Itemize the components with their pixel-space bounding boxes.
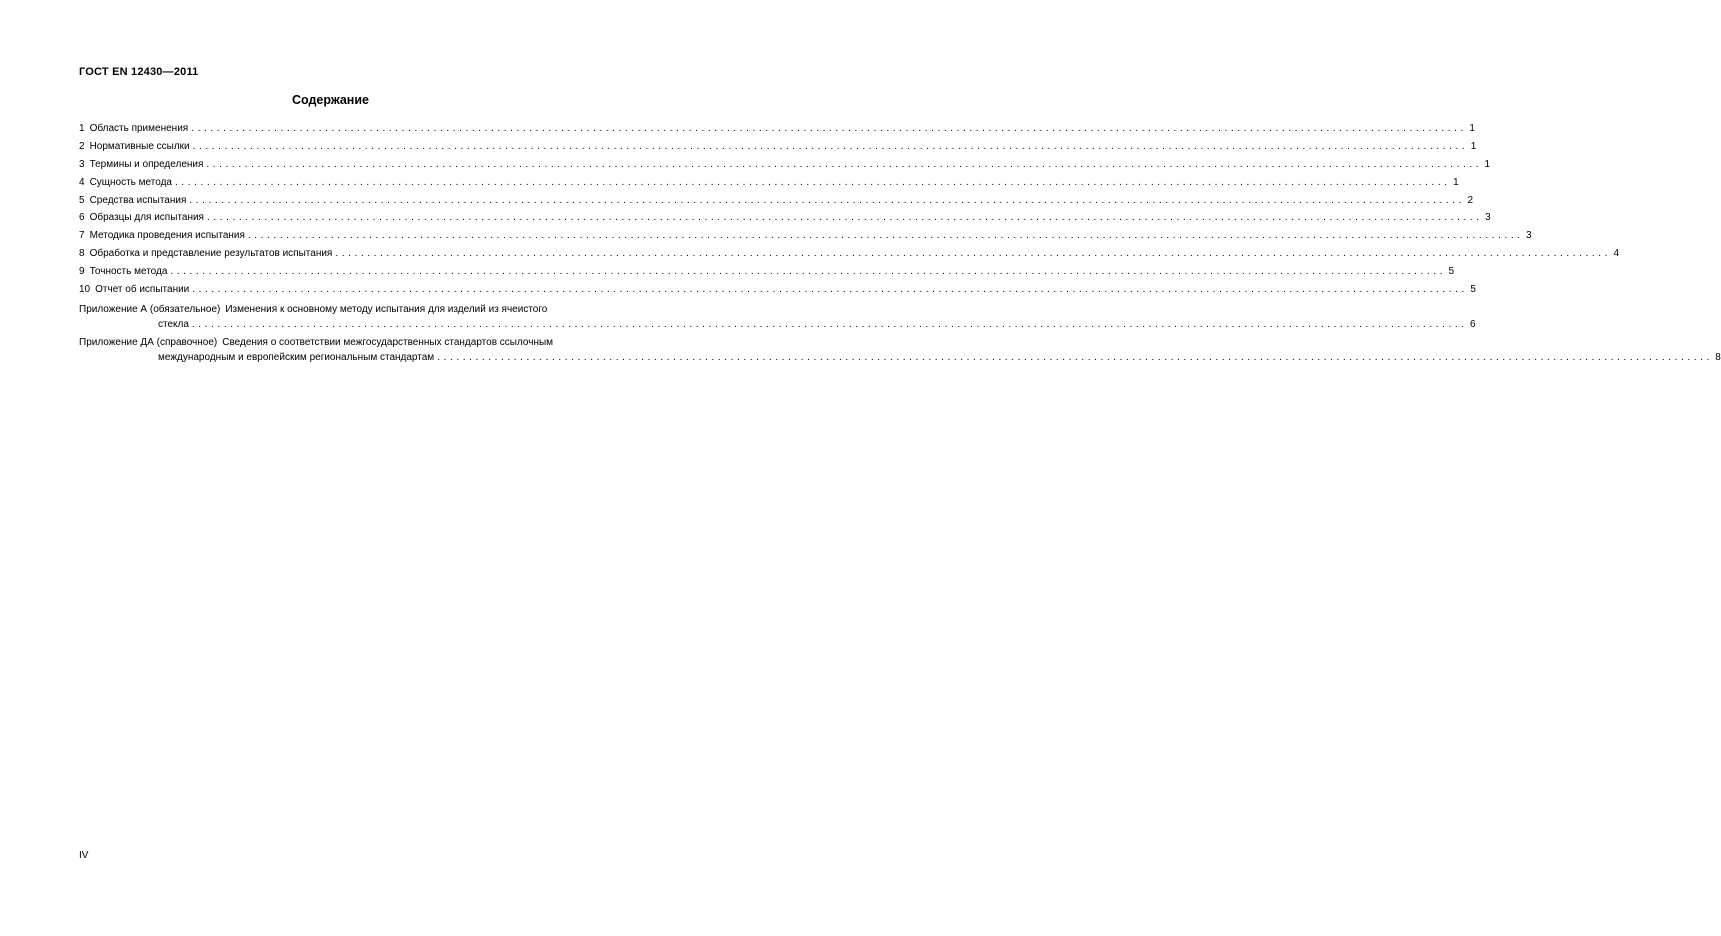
page-number: 6 xyxy=(1470,318,1476,330)
toc-entry[interactable] xyxy=(79,266,1455,284)
toc-appendix-da[interactable] xyxy=(79,335,1721,365)
section-number: 4 xyxy=(79,176,85,188)
section-title: Термины и определения xyxy=(89,158,204,170)
toc-title: Содержание xyxy=(291,93,369,107)
section-title: Точность метода xyxy=(89,266,168,278)
toc-entry[interactable] xyxy=(79,158,1491,177)
section-number: 8 xyxy=(79,248,85,260)
toc-entry[interactable] xyxy=(79,212,1491,230)
dot-leader: ........................................................................................................................................................................................................ xyxy=(437,351,1713,363)
page-number: 1 xyxy=(1453,176,1459,188)
dot-leader: ........................................................................................................................................................................................................ xyxy=(192,284,1468,296)
section-title: Образцы для испытания xyxy=(89,212,204,224)
toc-entry[interactable] xyxy=(79,140,1477,159)
table-of-contents xyxy=(79,123,1721,365)
dot-leader: ........................................................................................................................................................................................................ xyxy=(170,266,1447,278)
page-number: 4 xyxy=(1613,248,1620,260)
section-title: Сущность метода xyxy=(89,176,172,188)
dot-leader: ........................................................................................................................................................................................................ xyxy=(192,140,1469,152)
section-title: Нормативные ссылки xyxy=(89,140,190,152)
toc-entries xyxy=(79,123,1620,302)
page-number: 5 xyxy=(1448,266,1455,278)
toc-entry[interactable] xyxy=(79,248,1620,266)
page-number: 1 xyxy=(1470,140,1477,152)
appendix-title-continued: международным и европейским региональным стандартам xyxy=(158,351,435,363)
section-number: 7 xyxy=(79,230,85,242)
dot-leader: ........................................................................................................................................................................................................ xyxy=(174,176,1451,188)
toc-entry[interactable] xyxy=(79,176,1459,195)
appendix-title: Изменения к основному методу испытания для изделий из ячеистого xyxy=(225,303,548,315)
section-title: Средства испытания xyxy=(89,194,187,206)
appendix-label: Приложение ДА (справочное) xyxy=(79,336,218,348)
appendix-title-continued: стекла xyxy=(158,318,189,330)
toc-entry[interactable] xyxy=(79,123,1475,141)
dot-leader: ........................................................................................................................................................................................................ xyxy=(206,212,1483,224)
dot-leader: ........................................................................................................................................................................................................ xyxy=(189,194,1466,206)
section-number: 1 xyxy=(79,123,85,134)
appendix-title: Сведения о соответствии межгосударственных стандартов ссылочным xyxy=(222,336,554,348)
section-title: Область применения xyxy=(89,123,189,134)
page-number: 3 xyxy=(1526,230,1532,242)
section-number: 10 xyxy=(79,284,91,296)
dot-leader: ........................................................................................................................................................................................................ xyxy=(191,318,1468,330)
page-number: 5 xyxy=(1470,284,1476,296)
section-title: Обработка и представление результатов испытания xyxy=(89,248,333,260)
toc-appendix-a[interactable] xyxy=(79,302,1476,332)
section-number: 6 xyxy=(79,212,85,224)
dot-leader: ........................................................................................................................................................................................................ xyxy=(247,230,1524,242)
toc-entry[interactable] xyxy=(79,284,1476,302)
document-code: ГОСТ EN 12430—2011 xyxy=(79,66,199,78)
section-title: Отчет об испытании xyxy=(95,284,190,296)
page-number: 8 xyxy=(1715,351,1721,363)
dot-leader: ........................................................................................................................................................................................................ xyxy=(335,248,1612,260)
page-number: 1 xyxy=(1484,158,1491,170)
appendix-label: Приложение А (обязательное) xyxy=(79,303,221,315)
section-number: 3 xyxy=(79,158,85,170)
footer-page-number: IV xyxy=(79,850,89,861)
toc-entry[interactable] xyxy=(79,230,1532,248)
section-title: Методика проведения испытания xyxy=(89,230,245,242)
toc-entry[interactable] xyxy=(79,194,1474,213)
section-number: 5 xyxy=(79,194,85,206)
page-number: 1 xyxy=(1469,123,1475,134)
dot-leader: ........................................................................................................................................................................................................ xyxy=(191,123,1467,134)
dot-leader: ........................................................................................................................................................................................................ xyxy=(206,158,1483,170)
section-number: 9 xyxy=(79,266,85,278)
page-number: 3 xyxy=(1485,212,1491,224)
section-number: 2 xyxy=(79,140,85,152)
page-number: 2 xyxy=(1467,194,1474,206)
